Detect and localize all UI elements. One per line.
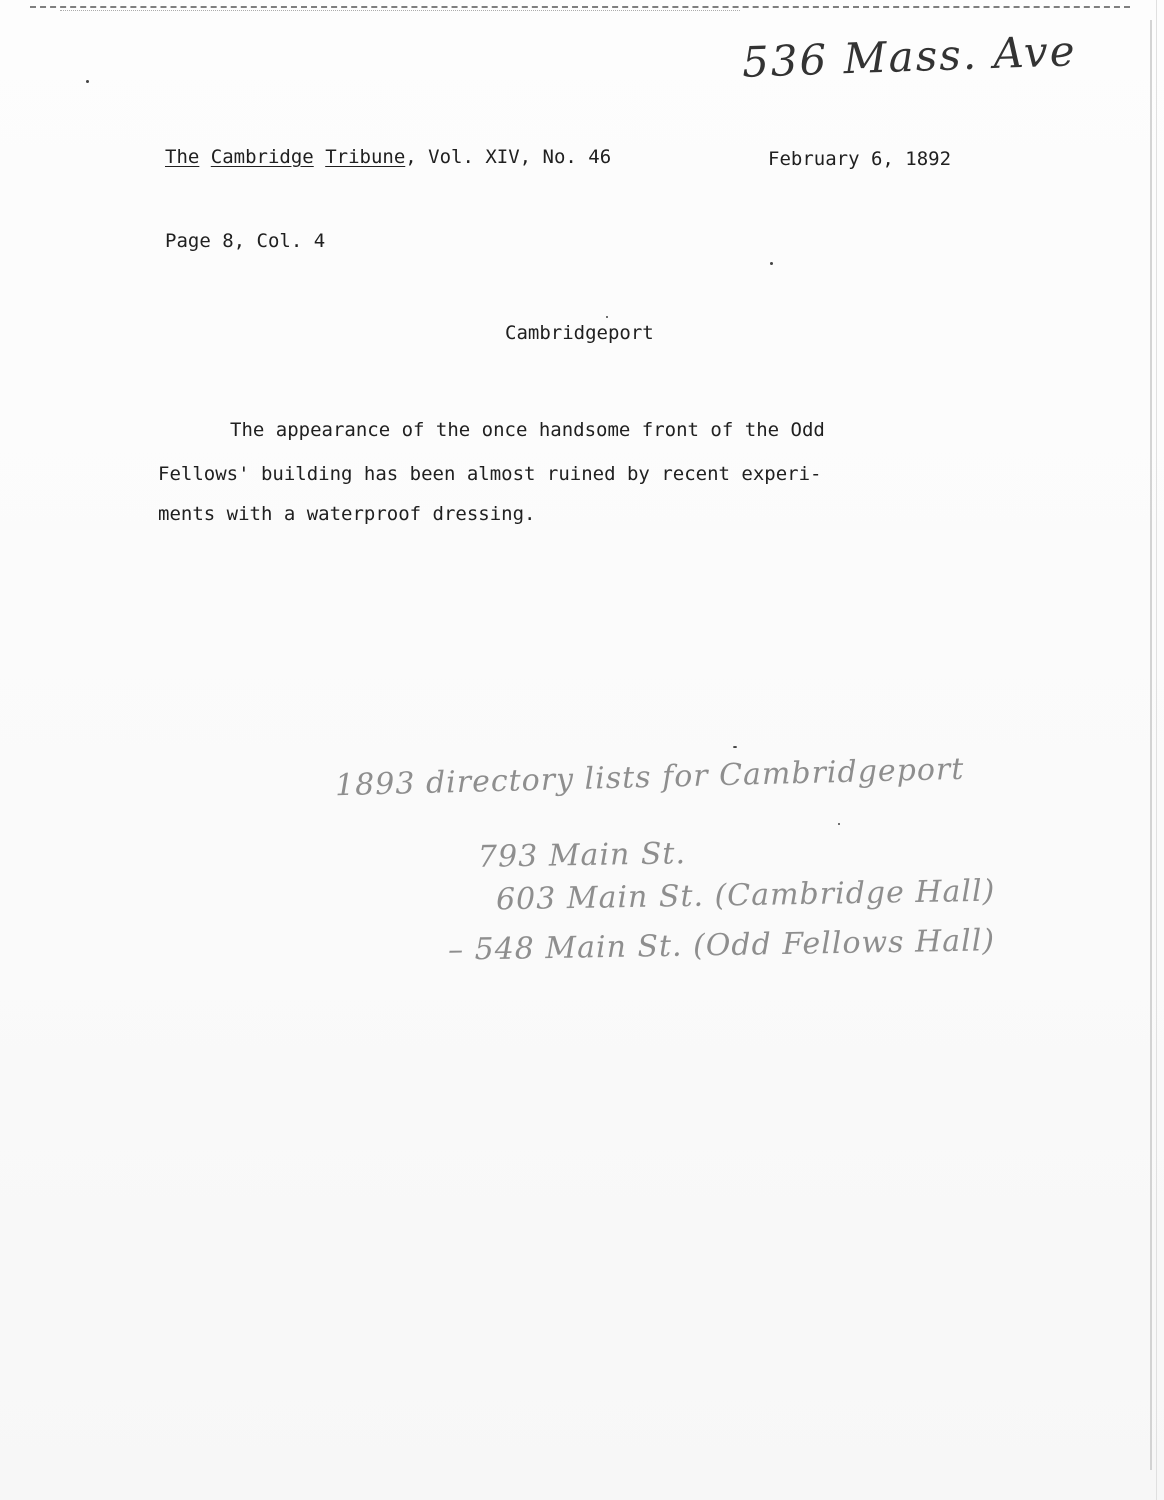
- handwritten-note-line: 793 Main St.: [477, 836, 687, 875]
- citation-word-the: The: [165, 146, 200, 168]
- handwritten-note-line: 603 Main St. (Cambridge Hall): [495, 873, 996, 918]
- scan-right-edge: [1150, 20, 1152, 1470]
- citation-volume-number: , Vol. XIV, No. 46: [405, 146, 612, 168]
- scan-top-edge-secondary: [60, 10, 740, 11]
- paragraph-line: ments with a waterproof dressing.: [158, 503, 536, 525]
- article-heading: Cambridgeport: [505, 322, 654, 344]
- paragraph-line: Fellows' building has been almost ruined by recent experi-: [158, 463, 822, 485]
- publication-date: February 6, 1892: [768, 148, 952, 170]
- newspaper-citation: [165, 146, 611, 168]
- handwritten-note-line: – 548 Main St. (Odd Fellows Hall): [447, 923, 996, 968]
- scan-speck: [733, 746, 737, 748]
- handwritten-address: 536 Mass. Ave: [741, 26, 1078, 87]
- article-paragraph: [158, 408, 978, 540]
- handwritten-note-line: 1893 directory lists for Cambridgeport: [334, 751, 965, 804]
- citation-word-cambridge: Cambridge: [210, 146, 314, 168]
- scan-top-edge: [30, 6, 1130, 8]
- page-column-reference: Page 8, Col. 4: [165, 230, 326, 252]
- scan-right-edge-secondary: [1156, 0, 1157, 1500]
- scan-speck: [770, 262, 773, 265]
- citation-word-tribune: Tribune: [325, 146, 406, 168]
- scan-speck: [606, 316, 608, 318]
- scan-speck: [86, 80, 89, 83]
- scan-speck: [838, 823, 840, 825]
- paragraph-line: The appearance of the once handsome front of the Odd: [230, 419, 825, 441]
